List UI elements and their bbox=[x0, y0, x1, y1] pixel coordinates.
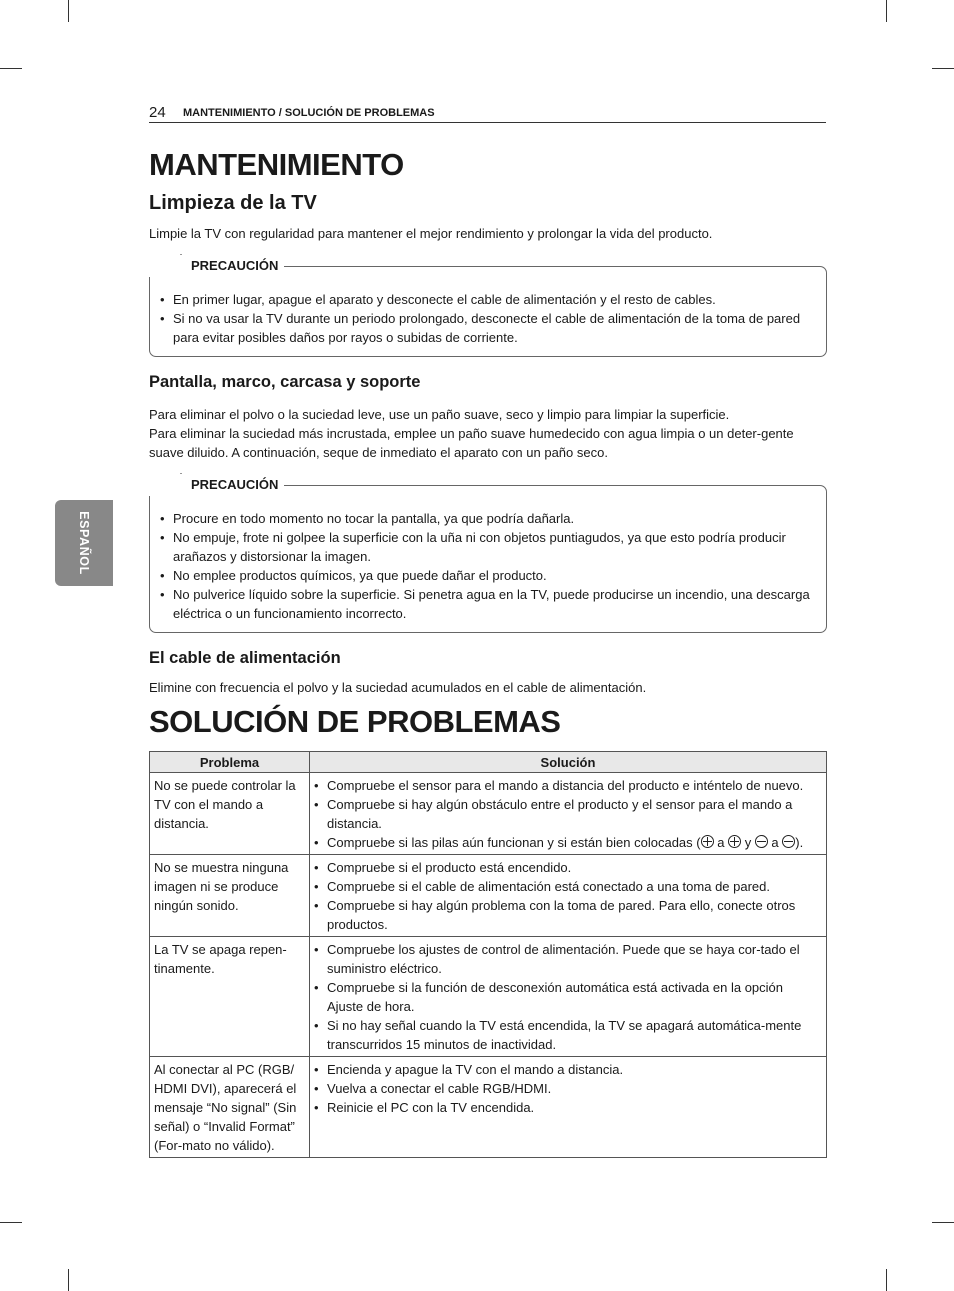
crop-mark bbox=[68, 1269, 69, 1291]
crop-mark bbox=[68, 0, 69, 22]
solution-item: • Compruebe si hay algún problema con la toma de pared. Para ello, conecte otros productos. bbox=[314, 896, 822, 934]
battery-text-y: y bbox=[741, 835, 755, 850]
crop-mark bbox=[0, 68, 22, 69]
cleaning-intro: Limpie la TV con regularidad para mantener el mejor rendimiento y prolongar la vida del producto. bbox=[149, 226, 713, 241]
solution-item bbox=[314, 833, 822, 852]
problem-cell: Al conectar al PC (RGB/ HDMI DVI), aparecerá el mensaje “No signal” (Sin señal) o “Invalid Format” (For-mato no válido). bbox=[150, 1057, 310, 1158]
table-row bbox=[150, 773, 827, 855]
problem-cell: La TV se apaga repen-tinamente. bbox=[150, 937, 310, 1057]
screen-cleaning-text-2: Para eliminar la suciedad más incrustada, emplee un paño suave humedecido con agua limpia o un deter-gente suave diluido. A continuación, seque de inmediato el aparato con un paño seco. bbox=[149, 426, 794, 460]
column-header-problem: Problema bbox=[150, 752, 310, 773]
language-tab bbox=[55, 500, 113, 586]
solution-cell bbox=[310, 773, 827, 855]
caution-item: • Si no va usar la TV durante un periodo prolongado, desconecte el cable de alimentación de la toma de pared para evitar posibles daños por rayos o subidas de corriente. bbox=[160, 309, 812, 347]
caution-item: • No pulverice líquido sobre la superficie. Si penetra agua en la TV, puede producirse un incendio, una descarga eléctrica o un funcionamiento incorrecto. bbox=[160, 585, 812, 623]
caution-item: • En primer lugar, apague el aparato y desconecte el cable de alimentación y el resto de cables. bbox=[160, 290, 812, 309]
maintenance-title: MANTENIMIENTO bbox=[149, 147, 404, 182]
power-cable-title: El cable de alimentación bbox=[149, 649, 341, 667]
running-header bbox=[149, 104, 826, 123]
crop-mark bbox=[886, 1269, 887, 1291]
solution-item: • Compruebe si hay algún obstáculo entre el producto y el sensor para el mando a distancia. bbox=[314, 795, 822, 833]
battery-text-a: a bbox=[767, 835, 783, 850]
solution-item: • Si no hay señal cuando la TV está encendida, la TV se apagará automática-mente transcurridos 15 minutos de inactividad. bbox=[314, 1016, 822, 1054]
column-header-solution: Solución bbox=[310, 752, 827, 773]
caution-item: • No emplee productos químicos, ya que puede dañar el producto. bbox=[160, 566, 812, 585]
solution-cell bbox=[310, 855, 827, 937]
section-title: MANTENIMIENTO / SOLUCIÓN DE PROBLEMAS bbox=[183, 107, 435, 119]
caution-item: • Procure en todo momento no tocar la pantalla, ya que podría dañarla. bbox=[160, 509, 812, 528]
power-cable-text: Elimine con frecuencia el polvo y la suciedad acumulados en el cable de alimentación. bbox=[149, 680, 647, 695]
crop-mark bbox=[932, 68, 954, 69]
crop-mark bbox=[932, 1222, 954, 1223]
caution-label: PRECAUCIÓN bbox=[149, 474, 284, 496]
solution-item: • Encienda y apague la TV con el mando a distancia. bbox=[314, 1060, 822, 1079]
solution-item: • Reinicie el PC con la TV encendida. bbox=[314, 1098, 822, 1117]
table-row bbox=[150, 1057, 827, 1158]
caution-list bbox=[160, 509, 812, 623]
caution-box bbox=[149, 477, 827, 633]
solution-item: • Compruebe los ajustes de control de alimentación. Puede que se haya cor-tado el suministro eléctrico. bbox=[314, 940, 822, 978]
caution-label: PRECAUCIÓN bbox=[149, 255, 284, 277]
troubleshooting-title: SOLUCIÓN DE PROBLEMAS bbox=[149, 704, 561, 739]
page-number: 24 bbox=[149, 104, 166, 121]
solution-item: • Compruebe el sensor para el mando a distancia del producto e inténtelo de nuevo. bbox=[314, 776, 822, 795]
crop-mark bbox=[0, 1222, 22, 1223]
caution-item: • No empuje, frote ni golpee la superficie con la uña ni con objetos puntiagudos, ya que esto podría producir arañazos y distorsionar la imagen. bbox=[160, 528, 812, 566]
battery-text-start: Compruebe si las pilas aún funcionan y si están bien colocadas ( bbox=[327, 835, 701, 850]
plus-symbol-icon bbox=[701, 835, 714, 848]
caution-list bbox=[160, 290, 812, 347]
minus-symbol-icon bbox=[782, 835, 795, 848]
troubleshooting-table bbox=[149, 751, 827, 1158]
screen-cleaning-title: Pantalla, marco, carcasa y soporte bbox=[149, 373, 421, 391]
problem-cell: No se puede controlar la TV con el mando a distancia. bbox=[150, 773, 310, 855]
table-header-row bbox=[150, 752, 827, 773]
minus-symbol-icon bbox=[755, 835, 768, 848]
caution-box bbox=[149, 258, 827, 357]
plus-symbol-icon bbox=[728, 835, 741, 848]
solution-item: • Compruebe si la función de desconexión automática está activada en la opción Ajuste de hora. bbox=[314, 978, 822, 1016]
battery-text-end: ). bbox=[795, 835, 804, 850]
crop-mark bbox=[886, 0, 887, 22]
screen-cleaning-text-1: Para eliminar el polvo o la suciedad leve, use un paño suave, seco y limpio para limpiar la superficie. bbox=[149, 407, 730, 422]
table-row bbox=[150, 855, 827, 937]
cleaning-title: Limpieza de la TV bbox=[149, 192, 317, 214]
problem-cell: No se muestra ninguna imagen ni se produce ningún sonido. bbox=[150, 855, 310, 937]
solution-item: • Compruebe si el producto está encendido. bbox=[314, 858, 822, 877]
solution-cell bbox=[310, 1057, 827, 1158]
solution-cell bbox=[310, 937, 827, 1057]
table-row bbox=[150, 937, 827, 1057]
language-tab-label: ESPAÑOL bbox=[77, 511, 91, 575]
solution-item: • Compruebe si el cable de alimentación está conectado a una toma de pared. bbox=[314, 877, 822, 896]
solution-item: • Vuelva a conectar el cable RGB/HDMI. bbox=[314, 1079, 822, 1098]
battery-text-a: a bbox=[713, 835, 729, 850]
